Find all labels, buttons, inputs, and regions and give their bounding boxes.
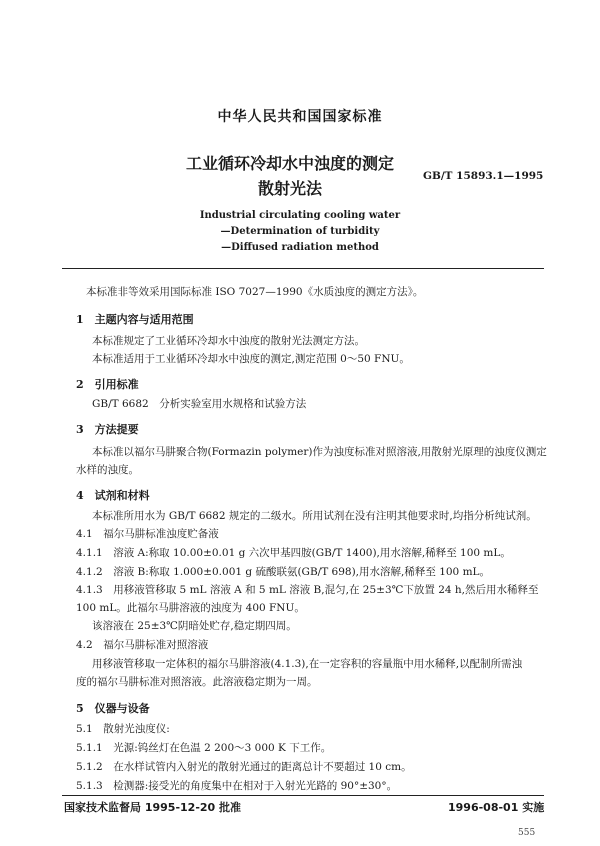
section-4-heading: 4 试剂和材料 (76, 489, 150, 502)
clause-4-2-line-1: 用移液管移取一定体积的福尔马肼溶液(4.1.3),在一定容积的容量瓶中用水稀释,以配制所需浊 (92, 658, 523, 670)
document-subtitle: 散射光法 (257, 179, 322, 198)
section-2-heading: 2 引用标准 (76, 378, 139, 391)
clause-4-1-3-line-2: 100 mL。此福尔马肼溶液的浊度为 400 FNU。 (76, 602, 305, 614)
intro-paragraph: 本标准非等效采用国际标准 ISO 7027—1990《水质浊度的测定方法》。 (86, 286, 424, 298)
clause-4-1-1: 4.1.1 溶液 A:称取 10.00±0.01 g 六次甲基四胺(GB/T 1400),用水溶解,稀释至 100 mL。 (76, 547, 511, 559)
section-4-paragraph: 本标准所用水为 GB/T 6682 规定的二级水。所用试剂在没有注明其他要求时,均指分析纯试剂。 (92, 510, 537, 522)
section-5-heading: 5 仪器与设备 (76, 702, 150, 715)
section-3-heading: 3 方法提要 (76, 423, 139, 436)
header-divider (62, 268, 544, 269)
clause-5-1-1: 5.1.1 光源:钨丝灯在色温 2 200～3 000 K 下工作。 (76, 742, 332, 754)
section-2-reference: GB/T 6682 分析实验室用水规格和试验方法 (92, 398, 307, 410)
document-title: 工业循环冷却水中浊度的测定 (185, 154, 394, 173)
clause-4-2: 4.2 福尔马肼标准对照溶液 (76, 639, 209, 651)
implementation-date: 1996-08-01 实施 (448, 801, 545, 814)
english-title-line-2: —Determination of turbidity (220, 226, 380, 237)
clause-5-1-2: 5.1.2 在水样试管内入射光的散射光通过的距离总计不要超过 10 cm。 (76, 761, 412, 773)
clause-4-2-line-2: 度的福尔马肼标准对照溶液。此溶液稳定期为一周。 (76, 676, 318, 688)
footer-divider (62, 795, 544, 796)
clause-4-1-2: 4.1.2 溶液 B:称取 1.000±0.001 g 硫酸联氨(GB/T 698),用水溶解,稀释至 100 mL。 (76, 566, 490, 578)
approval-line: 国家技术监督局 1995-12-20 批准 (64, 801, 242, 814)
english-title-line-1: Industrial circulating cooling water (199, 210, 401, 221)
page-number: 555 (518, 828, 536, 838)
english-title-line-3: —Diffused radiation method (221, 242, 379, 253)
clause-4-1: 4.1 福尔马肼标准浊度贮备液 (76, 528, 219, 540)
issuing-body-title: 中华人民共和国国家标准 (217, 109, 383, 125)
standard-number: GB/T 15893.1—1995 (423, 170, 544, 182)
clause-4-1-3-line-1: 4.1.3 用移液管移取 5 mL 溶液 A 和 5 mL 溶液 B,混匀,在 25±3℃下放置 24 h,然后用水稀释至 (76, 584, 539, 596)
clause-5-1: 5.1 散射光浊度仪: (76, 723, 170, 735)
clause-5-1-3: 5.1.3 检测器:接受光的角度集中在相对于入射光光路的 90°±30°。 (76, 780, 398, 792)
section-1-paragraph-2: 本标准适用于工业循环冷却水中浊度的测定,测定范围 0～50 FNU。 (92, 353, 410, 365)
section-3-paragraph-line-1: 本标准以福尔马肼聚合物(Formazin polymer)作为浊度标准对照溶液,用散射光原理的浊度仪测定 (92, 446, 547, 458)
section-3-paragraph-line-2: 水样的浊度。 (76, 464, 139, 476)
section-1-paragraph-1: 本标准规定了工业循环冷却水中浊度的散射光法测定方法。 (92, 335, 365, 347)
section-1-heading: 1 主题内容与适用范围 (76, 313, 194, 326)
clause-4-1-3-line-3: 该溶液在 25±3℃阴暗处贮存,稳定期四周。 (92, 620, 297, 632)
